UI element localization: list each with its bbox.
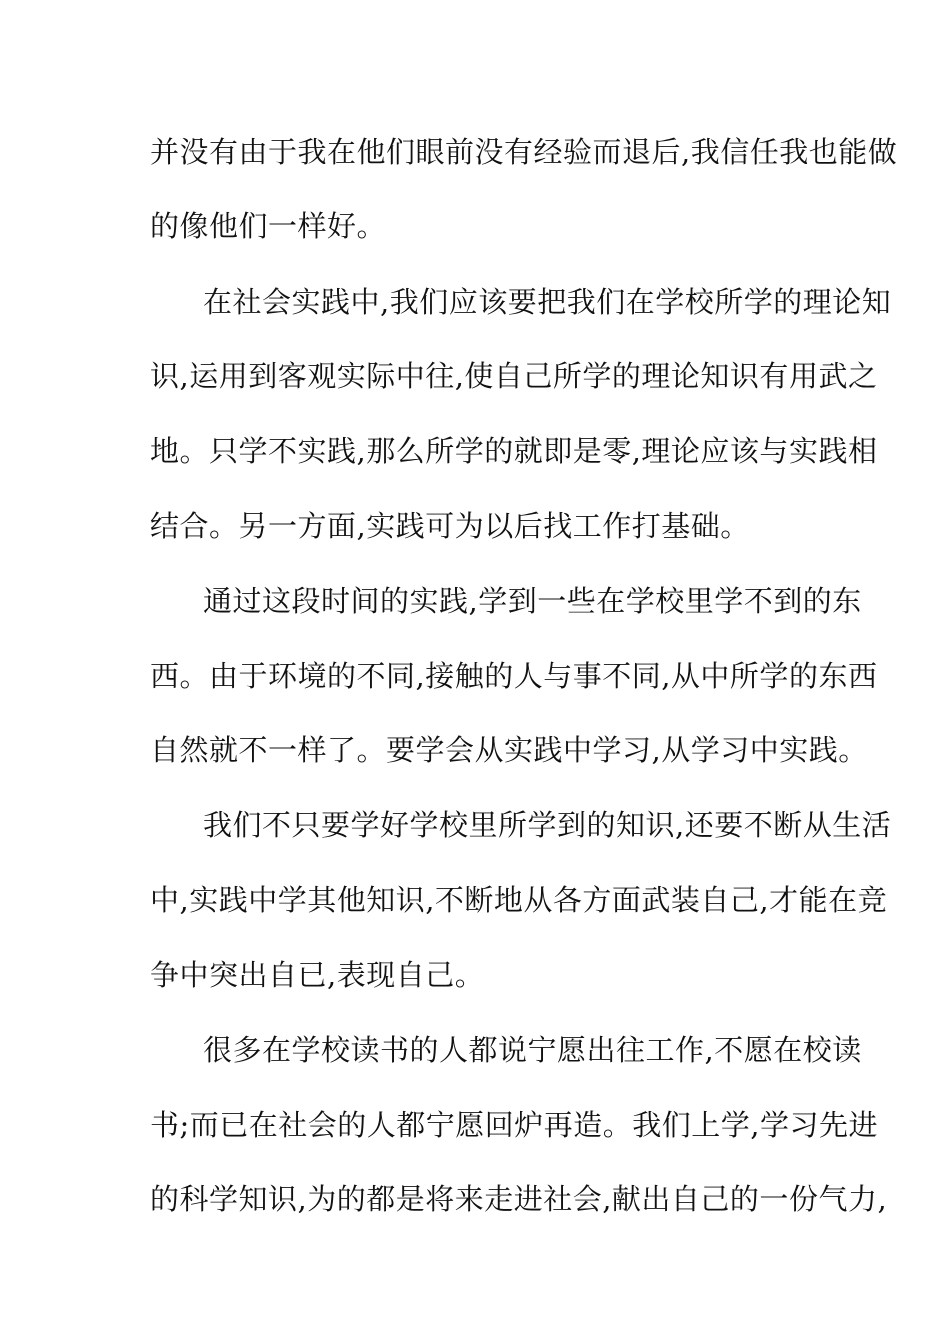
text-line: 并没有由于我在他们眼前没有经验而退后,我信任我也能做 xyxy=(150,135,898,169)
text-line: 结合。另一方面,实践可为以后找工作打基础。 xyxy=(150,509,750,543)
text-line: 的科学知识,为的都是将来走进社会,献出自己的一份气力, xyxy=(150,1182,888,1216)
paragraph-first-line: 我们不只要学好学校里所学到的知识,还要不断从生活 xyxy=(203,808,892,842)
text-line: 地。只学不实践,那么所学的就即是零,理论应该与实践相 xyxy=(150,434,878,468)
paragraph-first-line: 在社会实践中,我们应该要把我们在学校所学的理论知 xyxy=(203,285,892,319)
text-line: 西。由于环境的不同,接触的人与事不同,从中所学的东西 xyxy=(150,659,878,693)
text-line: 争中突出自已,表现自己。 xyxy=(150,958,485,992)
text-line: 中,实践中学其他知识,不断地从各方面武装自己,才能在竞 xyxy=(150,883,888,917)
text-line: 书;而已在社会的人都宁愿回炉再造。我们上学,学习先进 xyxy=(150,1108,878,1142)
paragraph-first-line: 通过这段时间的实践,学到一些在学校里学不到的东 xyxy=(203,584,862,618)
text-line: 自然就不一样了。要学会从实践中学习,从学习中实践。 xyxy=(150,733,868,767)
paragraph-first-line: 很多在学校读书的人都说宁愿出往工作,不愿在校读 xyxy=(203,1033,862,1067)
text-line: 识,运用到客观实际中往,使自己所学的理论知识有用武之 xyxy=(150,359,878,393)
text-line: 的像他们一样好。 xyxy=(150,209,387,243)
